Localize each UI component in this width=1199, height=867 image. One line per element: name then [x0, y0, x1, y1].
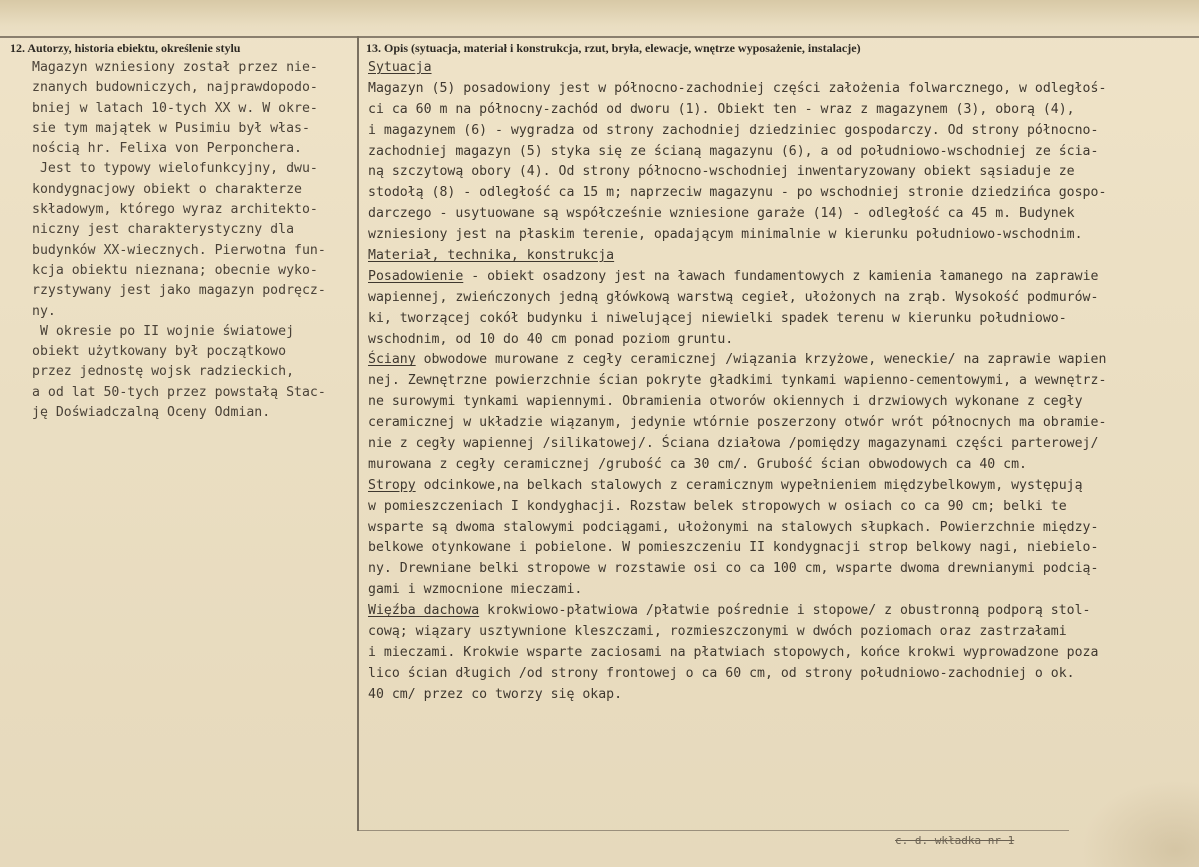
description-header: 13. Opis (sytuacja, materiał i konstrukcja, rzut, bryła, elewacje, wnętrze wyposażenie, instalacje): [366, 41, 861, 55]
line-text: zachodniej magazyn (5) styka się ze ścianą magazynu (6), a od południowo-wschodniej ze ścia-: [368, 143, 1099, 159]
description-line: [368, 497, 1196, 518]
description-line: [368, 204, 1196, 225]
line-text: murowana z cegły ceramicznej /grubość ca 30 cm/. Grubość ścian obwodowych ca 40 cm.: [368, 456, 1027, 472]
description-line: [368, 643, 1196, 664]
description-line: [368, 246, 1196, 267]
line-text: ki, tworzącej cokół budynku i niwelującej niewielki spadek terenu w kierunku południowo-: [368, 310, 1067, 326]
history-line: rzystywany jest jako magazyn podręcz-: [32, 283, 326, 299]
history-line: obiekt użytkowany był początkowo: [32, 344, 287, 360]
line-text: ny. Drewniane belki stropowe w rozstawie osi co ca 100 cm, wsparte dwoma drewnianymi podcią-: [368, 561, 1099, 577]
line-text: Magazyn (5) posadowiony jest w północno-zachodniej części założenia folwarcznego, w odległoś-: [368, 80, 1107, 96]
description-line: [368, 309, 1196, 330]
line-text: i mieczami. Krokwie wsparte zaciosami na płatwiach stopowych, końce krokwi wyprowadzone poza: [368, 644, 1099, 660]
history-line: kondygnacjowy obiekt o charakterze: [32, 181, 302, 197]
history-line: a od lat 50-tych przez powstałą Stac-: [32, 384, 326, 400]
description-line: [368, 392, 1196, 413]
description-line: [368, 664, 1196, 685]
line-text: ną szczytową obory (4). Od strony północno-wschodniej inwentaryzowany obiekt sąsiaduje ze: [368, 164, 1075, 180]
column-divider: [357, 36, 359, 831]
line-text: wapiennej, zwieńczonych jedną główkową warstwą cegieł, ułożonych na zrąb. Wysokość podmurów-: [368, 289, 1099, 305]
description-line: [368, 162, 1196, 183]
history-line: niczny jest charakterystyczny dla: [32, 222, 295, 238]
description-line: [368, 622, 1196, 643]
line-text: obwodowe murowane z cegły ceramicznej /wiązania krzyżowe, weneckie/ na zaprawie wapien: [415, 352, 1107, 368]
line-text: i magazynem (6) - wygradza od strony zachodniej dziedziniec gospodarczy. Od strony północno-: [368, 122, 1099, 138]
line-text: odcinkowe,na belkach stalowych z ceramicznym wypełnieniem międzybelkowym, występują: [415, 477, 1083, 493]
history-line: ję Doświadczalną Oceny Odmian.: [32, 405, 271, 421]
description-line: [368, 413, 1196, 434]
line-text: gami i wzmocnione mieczami.: [368, 582, 583, 598]
line-text: stodołą (8) - odległość ca 15 m; naprzeciw magazynu - po wschodniej stronie dziedzińca gospo-: [368, 185, 1107, 201]
history-line: nością hr. Felixa von Perponchera.: [32, 141, 302, 157]
line-text: ceramicznej w układzie wiązanym, jedynie wtórnie poszerzony otwór wrót północnych ma obramie-: [368, 415, 1107, 431]
history-line: bniej w latach 10-tych XX w. W okre-: [32, 100, 318, 116]
description-line: [368, 121, 1196, 142]
description-line: [368, 434, 1196, 455]
section-heading: Sytuacja: [368, 60, 432, 75]
section-heading: Ściany: [368, 352, 416, 368]
line-text: darczego - usytuowane są współcześnie wzniesione garaże (14) - odległość ca 45 m. Budynek: [368, 206, 1075, 222]
history-line: Jest to typowy wielofunkcyjny, dwu-: [32, 161, 318, 177]
description-line: [368, 518, 1196, 539]
history-text: [8, 58, 356, 423]
history-line: znanych budowniczych, najprawdopodo-: [32, 80, 318, 96]
description-line: [368, 58, 1196, 79]
line-text: nie z cegły wapiennej /silikatowej/. Ściana działowa /pomiędzy magazynami części parterowej/: [368, 436, 1099, 452]
section-heading: Stropy: [368, 477, 416, 493]
line-text: w pomieszczeniach I kondyghacji. Rozstaw belek stropowych w osiach co ca 90 cm; belki te: [368, 498, 1067, 514]
description-line: [368, 601, 1196, 622]
footnote: c. d. wkładka nr 1: [895, 834, 1015, 847]
line-text: lico ścian długich /od strony frontowej o ca 60 cm, od strony południowo-zachodniej o ok.: [368, 665, 1075, 681]
description-line: [368, 371, 1196, 392]
line-text: cową; wiązary usztywnione kleszczami, rozmieszczonymi w dwóch poziomach oraz zastrzałami: [368, 624, 1067, 640]
description-line: [368, 79, 1196, 100]
history-line: kcja obiektu nieznana; obecnie wyko-: [32, 262, 318, 278]
description-line: [368, 350, 1196, 371]
description-line: [368, 183, 1196, 204]
history-line: składowym, którego wyraz architekto-: [32, 202, 318, 218]
line-text: belkowe otynkowane i pobielone. W pomieszczeniu II kondygnacji strop belkowy nagi, niebielo-: [368, 540, 1099, 556]
description-line: [368, 455, 1196, 476]
description-line: [368, 685, 1196, 706]
history-line: W okresie po II wojnie światowej: [32, 323, 295, 339]
line-text: - obiekt osadzony jest na ławach fundamentowych z kamienia łamanego na zaprawie: [463, 268, 1099, 284]
description-line: [368, 476, 1196, 497]
line-text: ne surowymi tynkami wapiennymi. Obramienia otworów okiennych i drzwiowych wykonane z cegły: [368, 394, 1083, 410]
description-line: [368, 267, 1196, 288]
line-text: wschodnim, od 10 do 40 cm ponad poziom gruntu.: [368, 331, 734, 347]
description-line: [368, 538, 1196, 559]
description-column: [366, 38, 1196, 838]
history-line: ny.: [32, 303, 56, 319]
description-line: [368, 580, 1196, 601]
description-line: [368, 142, 1196, 163]
line-text: wzniesiony jest na płaskim terenie, opadającym minimalnie w kierunku południowo-wschodnim.: [368, 227, 1083, 243]
line-text: krokwiowo-płatwiowa /płatwie pośrednie i stopowe/ z obustronną podporą stol-: [479, 603, 1091, 619]
description-line: [368, 330, 1196, 351]
description-line: [368, 559, 1196, 580]
section-heading: Posadowienie: [368, 268, 464, 284]
section-heading: Materiał, technika, konstrukcja: [368, 248, 615, 264]
top-edge: [0, 0, 1199, 38]
line-text: 40 cm/ przez co tworzy się okap.: [368, 686, 623, 702]
description-text: [366, 58, 1196, 706]
history-column: [8, 38, 356, 818]
section-heading: Więźba dachowa: [368, 603, 480, 619]
history-header: 12. Autorzy, historia ebiektu, określenie stylu: [10, 41, 241, 55]
history-line: Magazyn wzniesiony został przez nie-: [32, 60, 318, 75]
line-text: wsparte są dwoma stalowymi podciągami, ułożonymi na stalowych słupkach. Powierzchnie między-: [368, 519, 1099, 535]
line-text: ci ca 60 m na północny-zachód od dworu (1). Obiekt ten - wraz z magazynem (3), oborą (4),: [368, 101, 1075, 117]
history-line: sie tym majątek w Pusimiu był włas-: [32, 120, 310, 136]
history-line: budynków XX-wiecznych. Pierwotna fun-: [32, 242, 326, 258]
line-text: nej. Zewnętrzne powierzchnie ścian pokryte gładkimi tynkami wapienno-cementowymi, a wewnętrz-: [368, 373, 1107, 389]
description-line: [368, 288, 1196, 309]
description-line: [368, 100, 1196, 121]
description-line: [368, 225, 1196, 246]
history-line: przez jednostę wojsk radzieckich,: [32, 364, 295, 380]
